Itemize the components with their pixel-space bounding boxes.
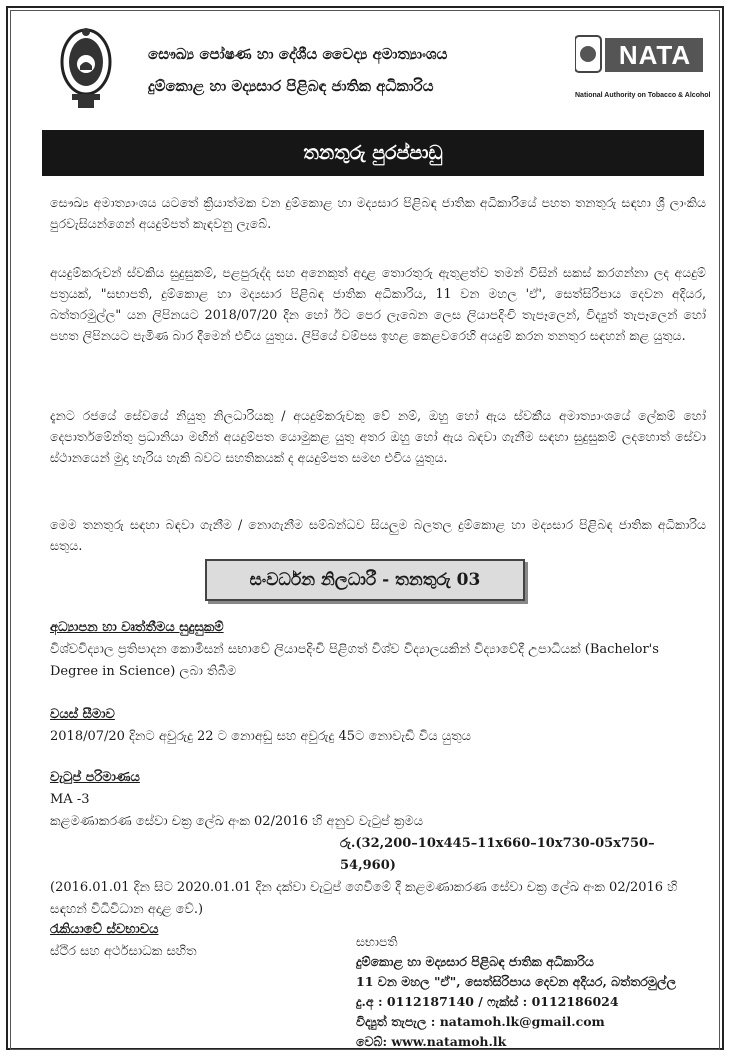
salary-code: MA -3 (50, 792, 90, 807)
intro-paragraph: සෞඛ්‍ය අමාත්‍යාංශය යටතේ ක්‍රියාත්මක වන දුම්කොළ හා මද්‍යසාර පිළිබඳ ජාතික අධිකාරියේ පහත තනතුරු සඳහා ශ්‍රී ලාංකිය පුරවැසියන්ගෙන් අයදුම්පත් කැඳවනු ලැබේ. (50, 195, 706, 231)
salary-body (50, 789, 700, 921)
contact-web: වෙබ්: www.natamoh.lk (356, 1034, 507, 1049)
authority-name: දුම්කොළ හා මද්‍යසාර පිළිබඳ ජාතික අධිකාරිය (148, 77, 434, 95)
salary-scale: රු.(32,200–10x445–11x660–10x730-05x750–54,960) (340, 836, 655, 873)
salary-circular: කළමණාකරණ සේවා චක්‍ර ලේඛ අංක 02/2016 හි අනුව වැටුප් ක්‍රමය (50, 814, 424, 829)
nata-logo-text: NATA (618, 40, 692, 70)
sri-lanka-emblem-icon (60, 26, 112, 110)
contact-org: දුම්කොළ හා මද්‍යසාර පිළිබඳ ජාතික අධිකාරිය (356, 954, 594, 969)
contact-title: සභාපති (356, 934, 398, 949)
qualifications-title: අධ්‍යාපන හා වෘත්තීමය සුදුසුකම් (50, 620, 224, 635)
qualifications-body: විශ්වවිද්‍යාල ප්‍රතිපාදන කොමිසන් සභාවේ ලියාපදිංචි පිළිගත් විශ්ව විද්‍යාලයකින් විද්‍යාවේදී උපාධියක් (Bachelor's Degree in Science) ලබා තිබීම (50, 642, 659, 679)
authority-rights-paragraph: මෙම තනතුරු සඳහා බඳවා ගැනීම / නොගැනීම සම්බන්ධව සියලුම බලතල දුම්කොළ හා මද්‍යසාර පිළිබඳ ජාතික අධිකාරිය සතුය. (50, 517, 706, 553)
post-title-box: සංවර්ධන නිලධාරී - තනතුරු 03 (205, 559, 525, 601)
age-limit-body: 2018/07/20 දිනට අවුරුදු 22 ට නොඅඩු සහ අවුරුදු 45ට නොවැඩි විය යුතුය (50, 729, 471, 744)
salary-title: වැටුප් පරිමාණය (50, 770, 140, 785)
ministry-name: සෞඛ්‍ය පෝෂණ හා දේශීය වෛද්‍ය අමාත්‍යාංශය (148, 45, 448, 63)
salary-note: (2016.01.01 දින සිට 2020.01.01 දින දක්වා වැටුප් ගෙවීමේ දී කළමණාකරණ සේවා චක්‍ර ලේඛ අංක 02/2016 හි සඳහන් විධිවිධාන අදාළ වේ.) (50, 880, 678, 917)
job-nature-title: රැකියාවේ ස්වභාවය (50, 922, 159, 937)
nata-logo-caption: National Authority on Tobacco & Alcohol (575, 92, 711, 99)
age-limit-title: වයස් සීමාව (50, 707, 115, 722)
application-paragraph: අයදුම්කරුවන් ස්වකිය සුදුසුකම්, පළපුරුද්ද සහ අනෙකුත් අදාළ තොරතුරු ඇතුළත්ව තමන් විසින් සකස් කරගන්නා ලද අයදුම් පත්‍රයක්, "සභාපති, දුම්කොළ හා මද්‍යසාර පිළිබඳ ජාතික අධිකාරිය, 11 වන මහල 'ඒ', සෙත්සිරිපාය දෙවන අදියර, බත්තරමුල්ල" යන ලිපිනයට 2018/07/20 දින හෝ ඊට පෙර ලැබෙන ලෙස ලියාපදිංචි තැපෑලෙන්, විද්‍යුත් තැපෑලෙන් හෝ පහත ලිපිනයට පැමිණ බාර දීමෙන් එවිය යුතුය. ලිපියේ වම්පස ඉහළ කෙළවරෙහි අයදුම් කරන තනතුර සඳහන් කළ යුතුය. (50, 265, 706, 343)
contact-block (356, 932, 716, 1052)
government-officer-paragraph: දැනට රජයේ සේවයේ නියුතු නිලධාරියකු / අයදුම්කරුවකු වේ නම්, ඔහු හෝ ඇය ස්වකීය අමාත්‍යාංශයේ ලේකම් හෝ දෙපාර්තමේන්තු ප්‍රධානියා මඟින් අයදුම්පත යොමුකළ යුතු අතර ඔහු හෝ ඇය බඳවා ගැනීම සඳහා සුදුසුකම් ලදහොත් සේවා ස්ථානයෙන් මුදා හැරිය හැකි බවට සහතිකයක් ද අයදුම්පත සමඟ එවිය යුතුය. (50, 408, 706, 465)
vacancies-banner: තනතුරු පුරප්පාඩු (42, 130, 704, 176)
contact-phone: දු.අ : 0112187140 / ෆැක්ස් : 0112186024 (356, 994, 619, 1009)
job-nature-body: ස්ථිර සහ අර්ථසාධක සහිත (50, 944, 197, 959)
nata-logo (575, 32, 711, 110)
contact-address: 11 වන මහල "ඒ", සෙත්සිරිපාය දෙවන අදියර, බත්තරමුල්ල (356, 974, 676, 989)
contact-email: විද්‍යුත් තැපැල : natamoh.lk@gmail.com (356, 1014, 605, 1029)
